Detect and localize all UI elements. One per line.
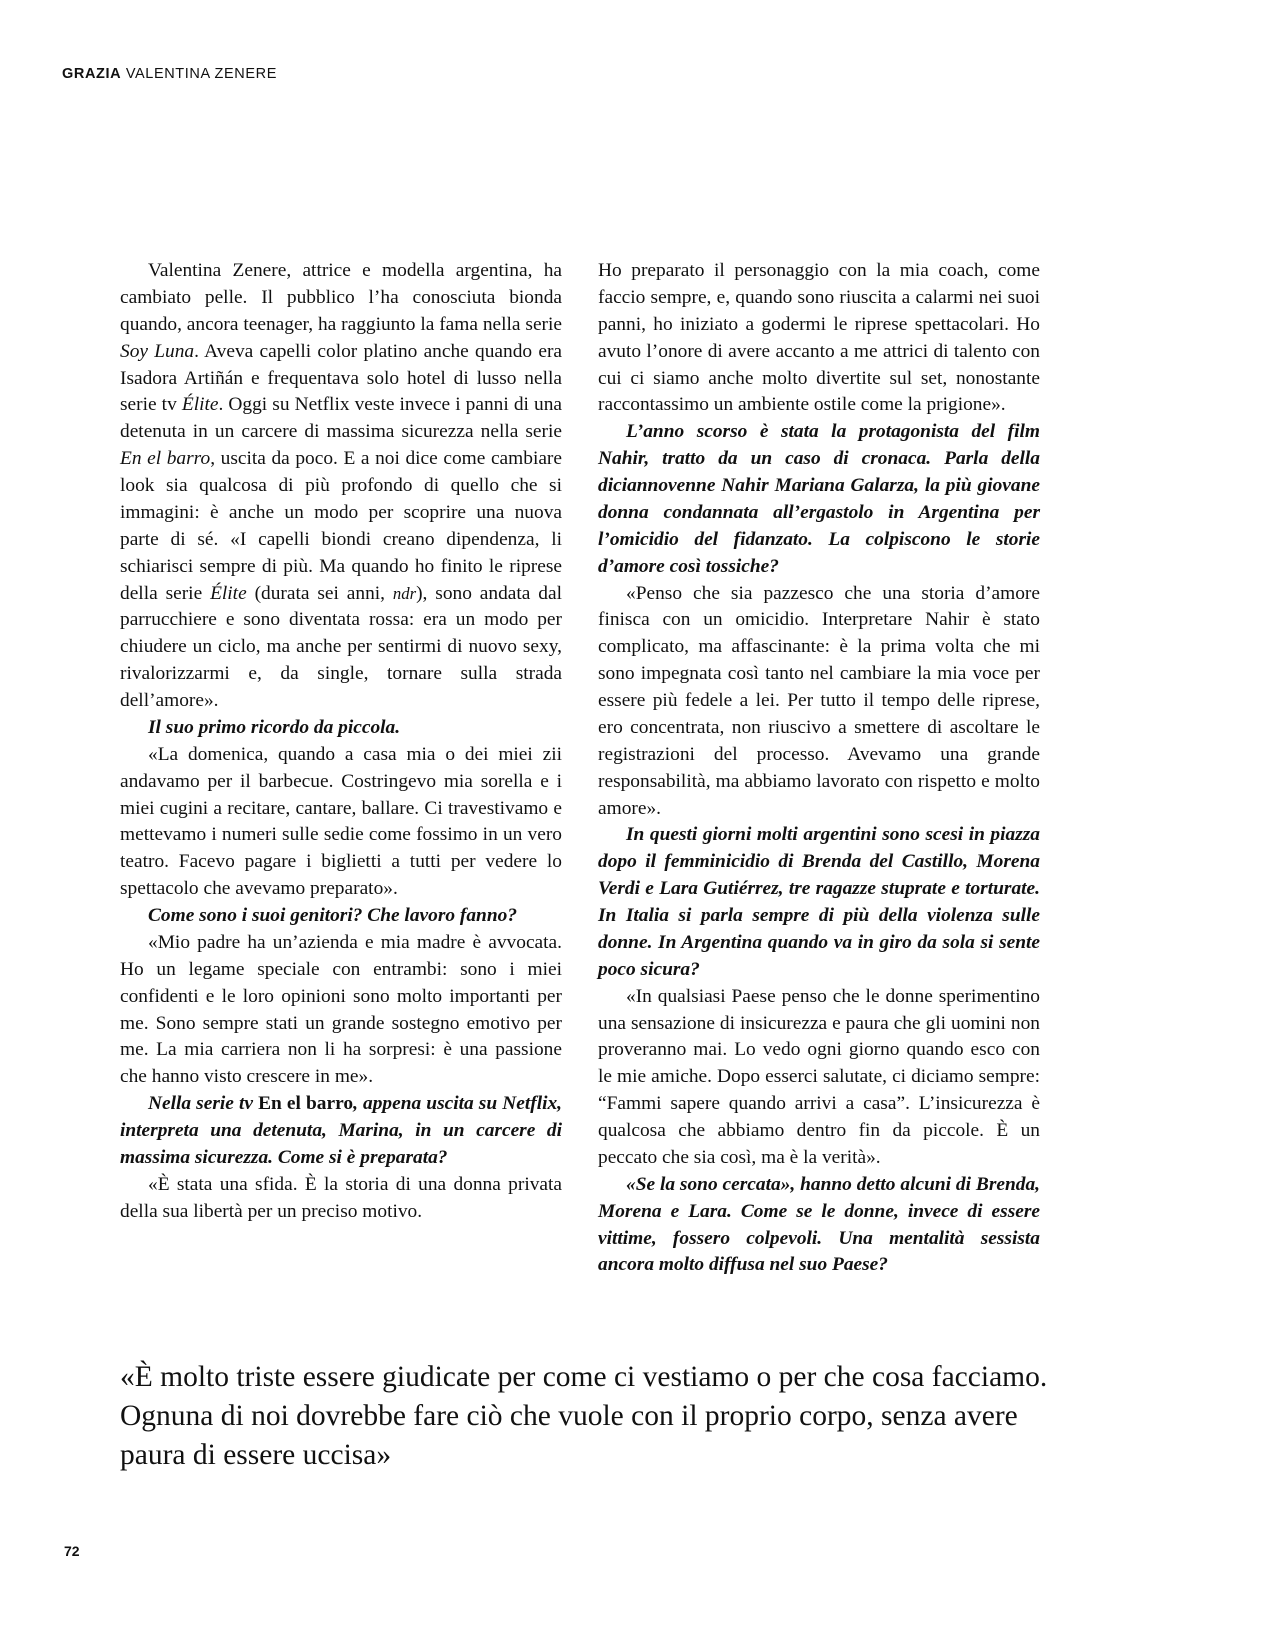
interview-question: «Se la sono cercata», hanno detto alcuni di Brenda, Morena e Lara. Come se le donne, invece di essere vittime, fossero colpevoli. Una mentalità sessista ancora molto diffusa nel suo Paese? — [598, 1173, 1040, 1276]
interview-question: Nella serie tv En el barro, appena uscita su Netflix, interpreta una detenuta, Marina, in un carcere di massima sicurezza. Come si è preparata? — [120, 1093, 563, 1168]
magazine-brand: GRAZIA — [62, 66, 122, 82]
interview-question: In questi giorni molti argentini sono scesi in piazza dopo il femminicidio di Brenda del Castillo, Morena Verdi e Lara Gutiérrez, tre ragazze stuprate e torturate. In Italia si parla sempre di più della violenza sulle donne. In Argentina quando va in giro da sola si sente poco sicura? — [598, 824, 1040, 980]
paragraph: «È stata una sfida. È la storia di una donna privata della sua libertà per un preciso motivo. — [120, 1173, 562, 1222]
paragraph: Valentina Zenere, attrice e modella argentina, ha cambiato pelle. Il pubblico l’ha conosciuta bionda quando, ancora teenager, ha raggiunto la fama nella serie Soy Luna. Aveva capelli color platino anche quando era Isadora Artiñán e frequentava solo hotel di lusso nella serie tv Élite. Oggi su Netflix veste invece i panni di una detenuta in un carcere di massima sicurezza nella serie En el barro, uscita da poco. E a noi dice come cambiare look sia qualcosa di più profondo di quello che si immagini: è anche un modo per scoprire una nuova parte di sé. «I capelli biondi creano dipendenza, li schiarisci sempre di più. Ma quando ho finito le riprese della serie Élite (durata sei anni, ndr), sono andata dal parrucchiere e sono diventata rossa: era un modo per chiudere un ciclo, ma anche per sentirmi di nuovo sexy, rivalorizzarmi e, da single, tornare sulla strada dell’amore». — [120, 260, 563, 711]
interview-question: Come sono i suoi genitori? Che lavoro fanno? — [148, 905, 518, 926]
pull-quote: «È molto triste essere giudicate per come ci vestiamo o per che cosa facciamo. Ognuna di noi dovrebbe fare ciò che vuole con il proprio corpo, senza avere paura di essere uccisa» — [120, 1361, 1048, 1472]
article-body — [120, 258, 1040, 1279]
paragraph: «La domenica, quando a casa mia o dei miei zii andavamo per il barbecue. Costringevo mia sorella e i miei cugini a recitare, cantare, ballare. Ci travestivamo e mettevamo i numeri sulle sedie come fossimo in un vero teatro. Facevo pagare i biglietti a tutti per vedere lo spettacolo che avevamo preparato». — [120, 743, 562, 900]
interview-question: Il suo primo ricordo da piccola. — [148, 716, 401, 738]
page-number: 72 — [64, 1543, 80, 1559]
column-left — [120, 258, 562, 1279]
article-subject: VALENTINA ZENERE — [125, 66, 277, 82]
paragraph: «Mio padre ha un’azienda e mia madre è avvocata. Ho un legame speciale con entrambi: sono i miei confidenti e le loro opinioni sono molto importanti per me. Sono sempre stati un grande sostegno emotivo per me. La mia carriera non li ha sorpresi: è una passione che hanno visto crescere in me». — [120, 931, 562, 1088]
column-right — [598, 258, 1040, 1279]
running-head — [62, 66, 277, 82]
paragraph: «Penso che sia pazzesco che una storia d’amore finisca con un omicidio. Interpretare Nahir è stato complicato, ma affascinante: è la prima volta che mi sono impegnata così tanto nel cambiare la mia voce per essere più fedele a lei. Per tutto il tempo delle riprese, ero concentrata, non riuscivo a smettere di ascoltare le registrazioni del processo. Avevamo una grande responsabilità, ma abbiamo lavorato con rispetto e molto amore». — [598, 582, 1040, 819]
paragraph: Ho preparato il personaggio con la mia coach, come faccio sempre, e, quando sono riuscita a calarmi nei suoi panni, ho iniziato a godermi le riprese spettacolari. Ho avuto l’onore di avere accanto a me attrici di talento con cui ci siamo anche molto divertite sul set, nonostante raccontassimo un ambiente ostile come la prigione». — [598, 260, 1040, 416]
interview-question: L’anno scorso è stata la protagonista del film Nahir, tratto da un caso di cronaca. Parla della diciannovenne Nahir Mariana Galarza, la più giovane donna condannata all’ergastolo in Argentina per l’omicidio del fidanzato. La colpiscono le storie d’amore così tossiche? — [598, 421, 1040, 577]
paragraph: «In qualsiasi Paese penso che le donne sperimentino una sensazione di insicurezza e paura che gli uomini non proveranno mai. Lo vedo ogni giorno quando esco con le mie amiche. Dopo esserci salutate, ci diciamo sempre: “Fammi sapere quando arrivi a casa”. L’insicurezza è qualcosa che abbiamo dentro fin da piccole. È un peccato che sia così, ma è la verità». — [598, 985, 1040, 1168]
